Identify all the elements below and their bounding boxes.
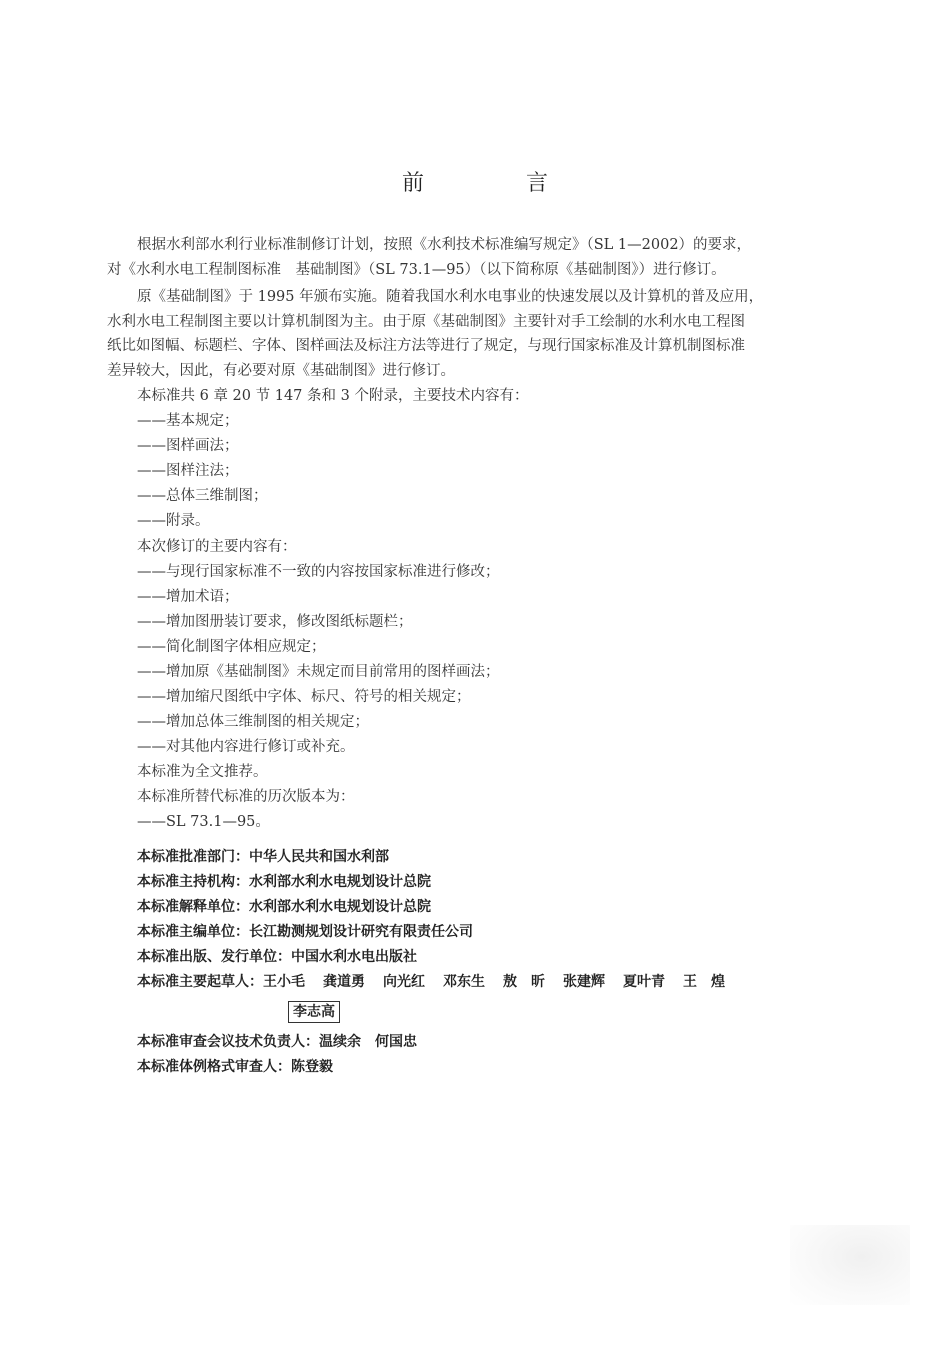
list-item: ——图样画法；: [137, 438, 239, 454]
paragraph-line: 本标准共 6 章 20 节 147 条和 3 个附录，主要技术内容有：: [137, 388, 529, 404]
paragraph-line: 纸比如图幅、标题栏、字体、图样画法及标注方法等进行了规定，与现行国家标准及计算机制图标准: [107, 338, 745, 354]
list-item: ——对其他内容进行修订或补充。: [137, 739, 355, 755]
drafter-name: 向光红: [383, 974, 425, 990]
list-item: ——SL 73.1—95。: [137, 814, 270, 830]
boxed-drafter-name: 李志高: [288, 1001, 340, 1023]
list-item: ——增加术语；: [137, 589, 239, 605]
page-title: 前 言: [401, 171, 588, 196]
list-item: ——简化制图字体相应规定；: [137, 639, 326, 655]
editor-line: 本标准主编单位：长江勘测规划设计研究有限责任公司: [137, 924, 473, 940]
paragraph-line: 差异较大，因此，有必要对原《基础制图》进行修订。: [107, 363, 455, 379]
paragraph-line: 本次修订的主要内容有：: [137, 539, 297, 555]
drafter-name: 王 煌: [683, 974, 725, 990]
paragraph-line: 根据水利部水利行业标准制修订计划，按照《水利技术标准编写规定》（SL 1—2002）的要求，: [137, 237, 752, 253]
paragraph-line: 对《水利水电工程制图标准 基础制图》（SL 73.1—95）（以下简称原《基础制图》）进行修订。: [107, 262, 726, 278]
interpreter-line: 本标准解释单位：水利部水利水电规划设计总院: [137, 899, 431, 915]
publisher-line: 本标准出版、发行单位：中国水利水电出版社: [137, 949, 417, 965]
drafter-name: 龚道勇: [323, 974, 365, 990]
approver-line: 本标准批准部门：中华人民共和国水利部: [137, 849, 389, 865]
list-item: ——与现行国家标准不一致的内容按国家标准进行修改；: [137, 564, 500, 580]
drafter-name: 敖 昕: [503, 974, 545, 990]
drafter-name: 夏叶青: [623, 974, 665, 990]
drafter-name: 张建辉: [563, 974, 605, 990]
list-item: ——增加总体三维制图的相关规定；: [137, 714, 369, 730]
list-item: ——增加原《基础制图》未规定而目前常用的图样画法；: [137, 664, 500, 680]
drafters-line: [137, 972, 877, 992]
paragraph-line: 水利水电工程制图主要以计算机制图为主。由于原《基础制图》主要针对手工绘制的水利水电工程图: [107, 314, 745, 330]
review-tech-line: 本标准审查会议技术负责人：温续余 何国忠: [137, 1034, 417, 1050]
list-item: ——增加缩尺图纸中字体、标尺、符号的相关规定；: [137, 689, 471, 705]
list-item: ——总体三维制图；: [137, 488, 268, 504]
host-line: 本标准主持机构：水利部水利水电规划设计总院: [137, 874, 431, 890]
paragraph-line: 本标准所替代标准的历次版本为：: [137, 789, 355, 805]
drafters-label: 本标准主要起草人：: [137, 974, 263, 990]
list-item: ——增加图册装订要求，修改图纸标题栏；: [137, 614, 413, 630]
drafter-name: 邓东生: [443, 974, 485, 990]
list-item: ——附录。: [137, 513, 210, 529]
paragraph-line: 原《基础制图》于 1995 年颁布实施。随着我国水利水电事业的快速发展以及计算机的普及应用，: [137, 289, 764, 305]
paragraph-line: 本标准为全文推荐。: [137, 764, 268, 780]
review-format-line: 本标准体例格式审查人：陈登毅: [137, 1059, 333, 1075]
drafter-name: 王小毛: [263, 974, 305, 990]
list-item: ——基本规定；: [137, 413, 239, 429]
scan-smudge: [790, 1225, 910, 1305]
list-item: ——图样注法；: [137, 463, 239, 479]
